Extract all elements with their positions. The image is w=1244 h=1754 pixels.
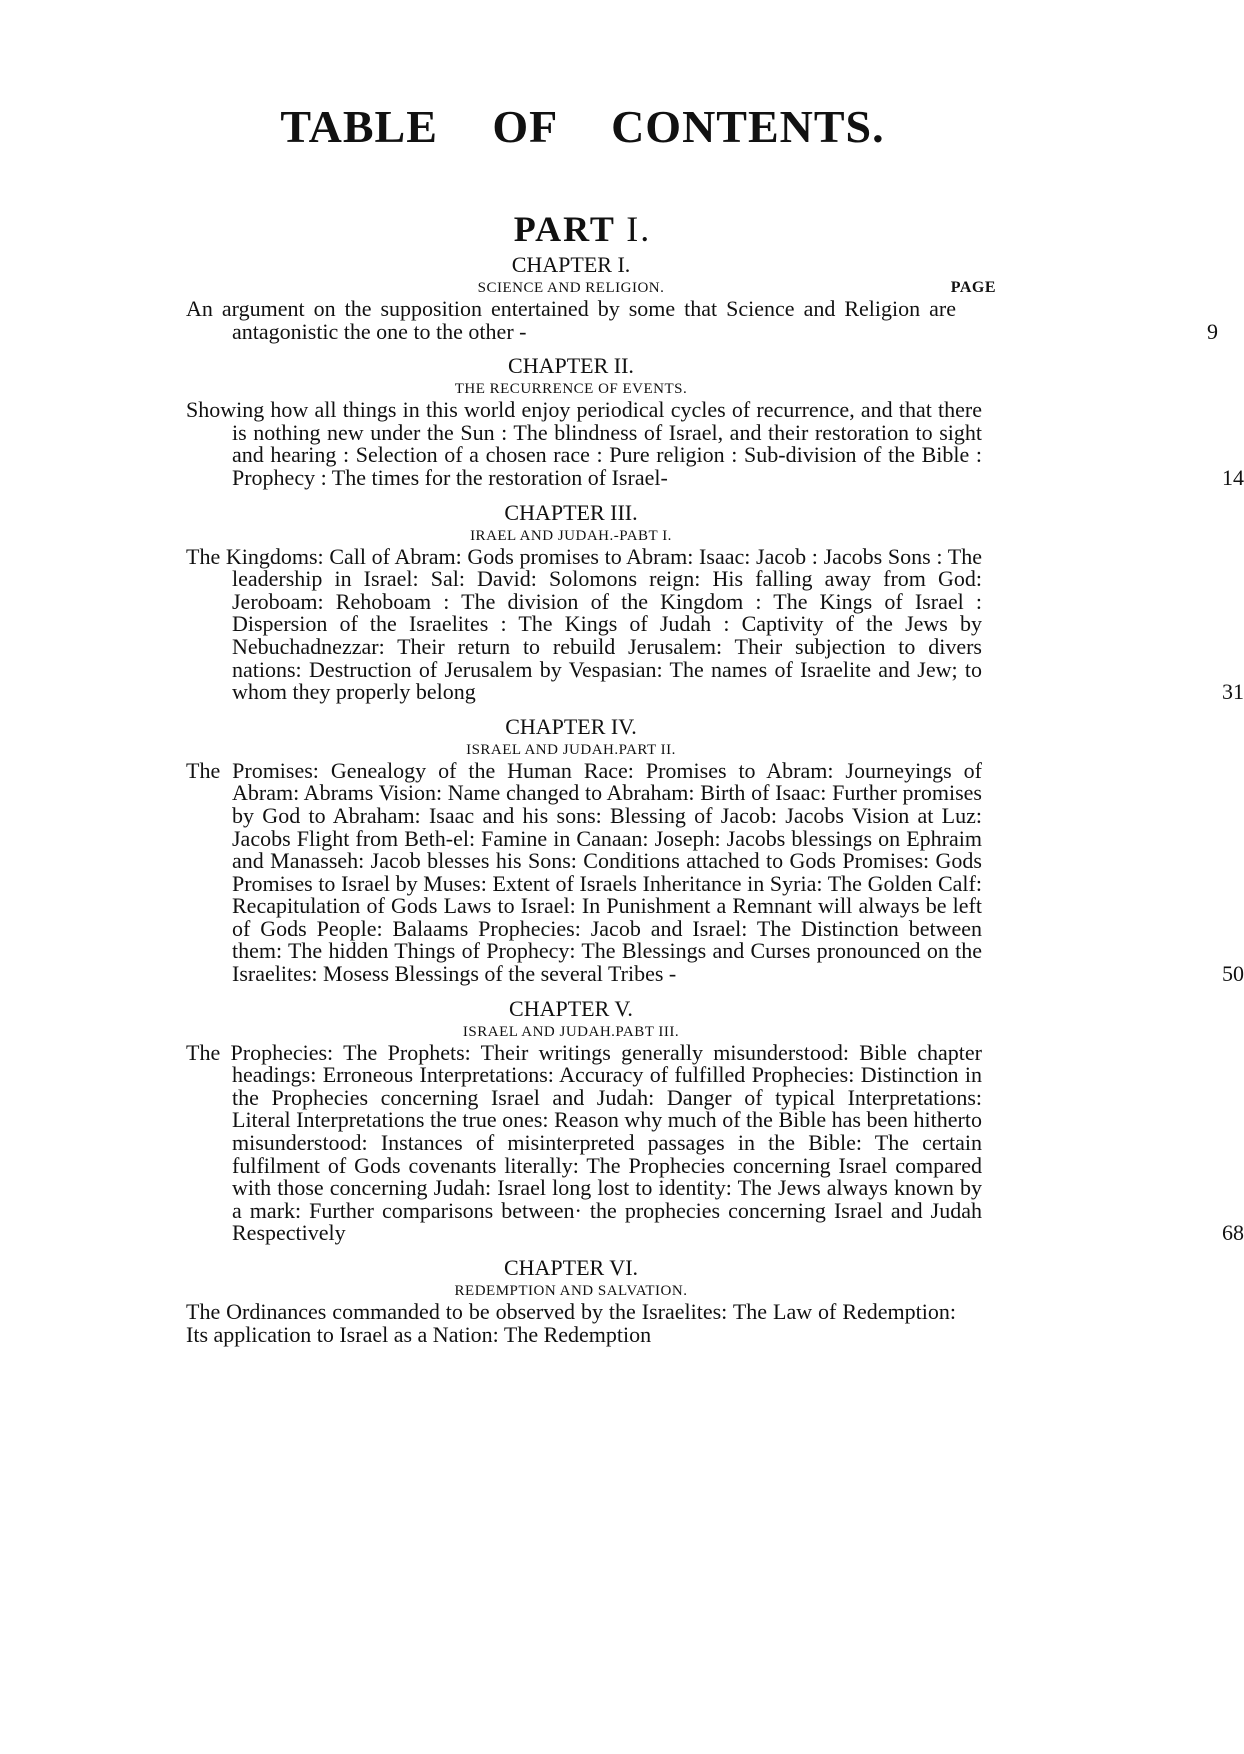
page-title: TABLE OF CONTENTS. <box>280 101 885 152</box>
part-heading <box>0 208 1165 250</box>
chapter-summary <box>186 397 1244 490</box>
chapter-summary-text: The Ordinances commanded to be observed by the Israelites: The Law of Redemption: Its application to Israel as a Nation: The Redemption <box>186 1299 956 1347</box>
chapter-section <box>186 252 1218 344</box>
chapter-summary-text: The Prophecies: The Prophets: Their writings generally misunderstood: Bible chapter headings: Erroneous Interpretations: Accuracy of fulfilled Prophecies: Distinction in the Prophecies concerning Israel and Judah: Danger of typical Interpretations: Literal Interpretations the true ones: Reason why much of the Bible has been hitherto misunderstood: Instances of misinterpreted passages in the Bible: The certain fulfilment of Gods covenants literally: The Prophecies concerning Israel compared with those concerning Judah: Israel long lost to identity: The Jews always known by a mark: Further comparisons between· the prophecies concerning Israel and Judah Respectively <box>186 1039 982 1246</box>
chapter-summary <box>186 543 1244 705</box>
table-of-contents <box>186 252 1244 1356</box>
chapter-subtitle: REDEMPTION AND SALVATION. <box>454 1283 688 1299</box>
part-number: I. <box>626 209 652 249</box>
chapter-section <box>186 499 1244 705</box>
chapter-section <box>186 995 1244 1246</box>
page-number: 31 <box>1222 679 1244 705</box>
chapter-summary <box>186 296 1218 344</box>
chapter-heading: CHAPTER III. <box>504 499 638 525</box>
chapter-summary-text: An argument on the supposition entertained by some that Science and Religion are antagonistic the one to the other - <box>186 296 956 344</box>
chapter-summary <box>186 1039 1244 1246</box>
page-number: 50 <box>1222 961 1244 987</box>
chapter-summary <box>186 1301 956 1346</box>
chapter-heading: CHAPTER II. <box>508 353 634 379</box>
chapter-section <box>186 1255 996 1346</box>
chapter-subtitle <box>186 278 996 298</box>
chapter-subtitle: ISRAEL AND JUDAH.PABT III. <box>462 1023 680 1040</box>
chapter-summary-text: The Promises: Genealogy of the Human Race: Promises to Abram: Journeyings of Abram: Abrams Vision: Name changed to Abraham: Birth of Isaac: Further promises by God to Abraham: Isaac and his sons: Blessing of Jacob: Jacobs Vision at Luz: Jacobs Flight from Beth-el: Famine in Canaan: Joseph: Jacobs blessings on Ephraim and Manasseh: Jacob blesses his Sons: Conditions attached to Gods Promises: Gods Promises to Israel by Muses: Extent of Israels Inheritance in Syria: The Golden Calf: Recapitulation of Gods Laws to Israel: In Punishment a Remnant will always be left of Gods People: Balaams Prophecies: Jacob and Israel: The Distinction between them: The hidden Things of Prophecy: The Blessings and Curses pronounced on the Israelites: Mosess Blessings of the several Tribes - <box>186 757 982 987</box>
chapter-summary <box>186 757 1244 987</box>
page-number: 68 <box>1222 1220 1244 1246</box>
chapter-heading: CHAPTER IV. <box>505 713 637 739</box>
page-number: 9 <box>1207 318 1218 344</box>
chapter-heading: CHAPTER V. <box>509 995 633 1021</box>
chapter-subtitle-text: SCIENCE AND RELIGION. <box>477 280 665 296</box>
chapter-heading: CHAPTER I. <box>511 252 631 277</box>
chapter-heading: CHAPTER VI. <box>503 1255 639 1280</box>
page-column-label: PAGE <box>950 279 996 296</box>
chapter-summary-text: The Kingdoms: Call of Abram: Gods promises to Abram: Isaac: Jacob : Jacobs Sons : The leadership in Israel: Sal: David: Solomons reign: His falling away from God: Jeroboam: Rehoboam : The division of the Kingdom : The Kings of Israel : Dispersion of the Israelites : The Kings of Judah : Captivity of the Jews by Nebuchadnezzar: Their return to rebuild Jerusalem: Their subjection to divers nations: Destruction of Jerusalem by Vespasian: The names of Israelite and Jew; to whom they properly belong <box>186 543 982 705</box>
part-label: PART <box>513 209 616 249</box>
chapter-summary-text: Showing how all things in this world enjoy periodical cycles of recurrence, and that there is nothing new under the Sun : The blindness of Israel, and their restoration to sight and hearing : Selection of a chosen race : Pure religion : Sub-division of the Bible : Prophecy : The times for the restoration of Israel- <box>186 397 982 490</box>
chapter-subtitle: IRAEL AND JUDAH.-PABT I. <box>470 527 672 544</box>
chapter-subtitle: ISRAEL AND JUDAH.PART II. <box>466 741 676 758</box>
chapter-section <box>186 713 1244 987</box>
page-number: 14 <box>1222 464 1244 490</box>
chapter-subtitle: THE RECURRENCE OF EVENTS. <box>454 381 688 398</box>
chapter-section <box>186 353 1244 490</box>
